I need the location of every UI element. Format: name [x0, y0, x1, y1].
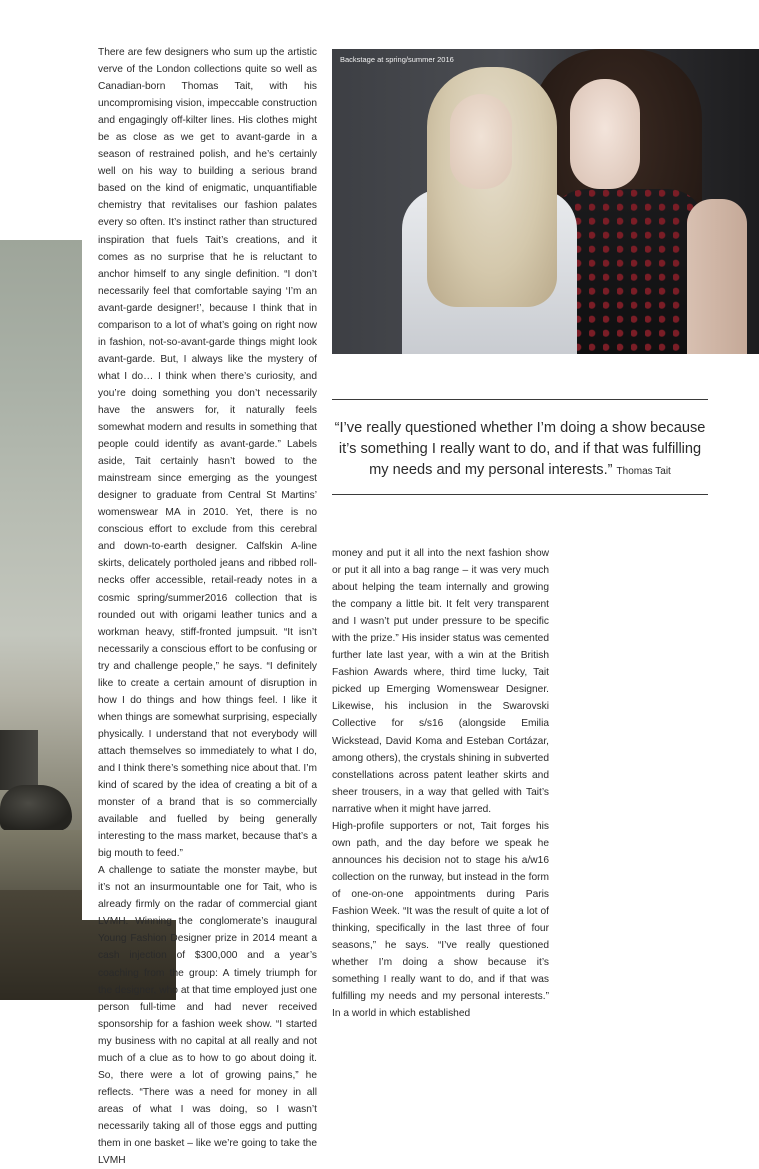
- article-paragraph: High-profile supporters or not, Tait forges his own path, and the day before we speak he announces his decision not to stage his a/w16 collection on the runway, but instead in the form of one-on-one appointments during Paris Fashion Week. “It was the result of quite a lot of thinking, specifically in the last three of four seasons,” he says. “I’ve really questioned whether I’m doing a show because it’s something I really want to do, and if that was fulfilling my needs and my personal interests.” In a world in which established: [332, 820, 549, 1020]
- model-face-blonde: [450, 94, 512, 189]
- pull-quote-attribution: Thomas Tait: [616, 466, 671, 477]
- article-column-2: [332, 545, 549, 1022]
- photo-caption: Backstage at spring/summer 2016: [340, 55, 454, 64]
- photo-left-shoe-shape: [0, 785, 72, 831]
- photo-backstage: [332, 49, 759, 354]
- pullquote-rule-top: [332, 399, 708, 400]
- article-column-1: [82, 44, 320, 1167]
- model-face-dark-hair: [570, 79, 640, 189]
- article-paragraph: A challenge to satiate the monster maybe, but it’s not an insurmountable one for Tait, who is already firmly on the radar of commercial giant LVMH. Winning the conglomerate’s inaugural Young Fashion Designer prize in 2014 meant a cash injection of $300,000 and a year’s coaching from the group: A timely triumph for the designer, who at that time employed just one person full-time and had never received sponsorship for a fashion week show. “I started my business with no capital at all really and not much of a clue as to how to go about doing it. So, there were a lot of growing pains,” he reflects. “There was a need for money in all areas of what I was doing, so I wasn’t necessarily taking all of those eggs and putting them in one basket – like we’re going to take the LVMH: [98, 865, 317, 1167]
- pull-quote: [332, 418, 708, 482]
- pullquote-rule-bottom: [332, 494, 708, 495]
- model-arm: [687, 199, 747, 354]
- article-paragraph: There are few designers who sum up the artistic verve of the London collections quite so well as Canadian-born Thomas Tait, with his uncompromising vision, impeccable construction and engagingly off-kilter lines. His clothes might be as close as we get to avant-garde in a season of restrained polish, and he’s certainly well on his way to building a serious brand based on the kind of enigmatic, unquantifiable chemistry that revitalises our fashion palates every so often. It’s instinct rather than structured inspiration that fuels Tait’s creations, and it comes as no surprise that he is reluctant to anchor himself to any single definition. “I don’t necessarily feel that comfortable saying ‘I’m an avant-garde designer!’, because I think that in comparison to a lot of what’s going on right now in fashion, not-so-avant-garde things might look avant-garde. But, I always like the mystery of what I do… I think when there’s curiosity, and you’re doing something you don’t necessarily have the answers for, it naturally feels somewhat modern and results in something that people could identify as avant-garde.” Labels aside, Tait certainly hasn’t bowed to the mainstream since emerging as the youngest designer to graduate from Central St Martins’ womenswear MA in 2010. Yet, there is no conscious effort to exclude from this cerebral and down-to-earth designer. Calfskin A-line skirts, delicately portholed jeans and ribbed roll-necks offer accessible, retail-ready notes in a cosmic spring/summer2016 collection that is rounded out with origami leather tunics and a workman heavy, stiff-fronted jumpsuit. “It isn’t necessarily a conscious effort to be confusing or try and challenge people,” he says. “I definitely like to create a certain amount of disruption in how I do things and how things feel. I like it when things are somewhat surprising, especially physically. I understand that not everybody will attach themselves so immediately to what I do, and I think there’s something nice about that. I’m kind of scared by the idea of creating a bit of a monster of a brand that is so commercially available and fuelled by being generally interesting to the mass market, because that’s a big mouth to feed.”: [98, 47, 317, 860]
- pull-quote-text: “I’ve really questioned whether I’m doing a show because it’s something I really want to do, and if that was fulfilling my needs and my personal interests.”: [334, 420, 706, 478]
- photo-left-leg: [0, 730, 38, 790]
- article-paragraph: money and put it all into the next fashion show or put it all into a bag range – it was very much about helping the team internally and growing the company a little bit. It felt very transparent and I wasn’t put under pressure to be specific with the prize.” His insider status was cemented further late last year, with a win at the British Fashion Awards where, third time lucky, Tait picked up Emerging Womenswear Designer. Likewise, his inclusion in the Swarovski Collective for s/s16 (alongside Emilia Wickstead, David Koma and Esteban Cortázar, among others), the crystals shining in subverted constellations across patent leather skirts and sheer trousers, in a way that gelled with Tait’s narrative when it might have jarred.: [332, 548, 549, 815]
